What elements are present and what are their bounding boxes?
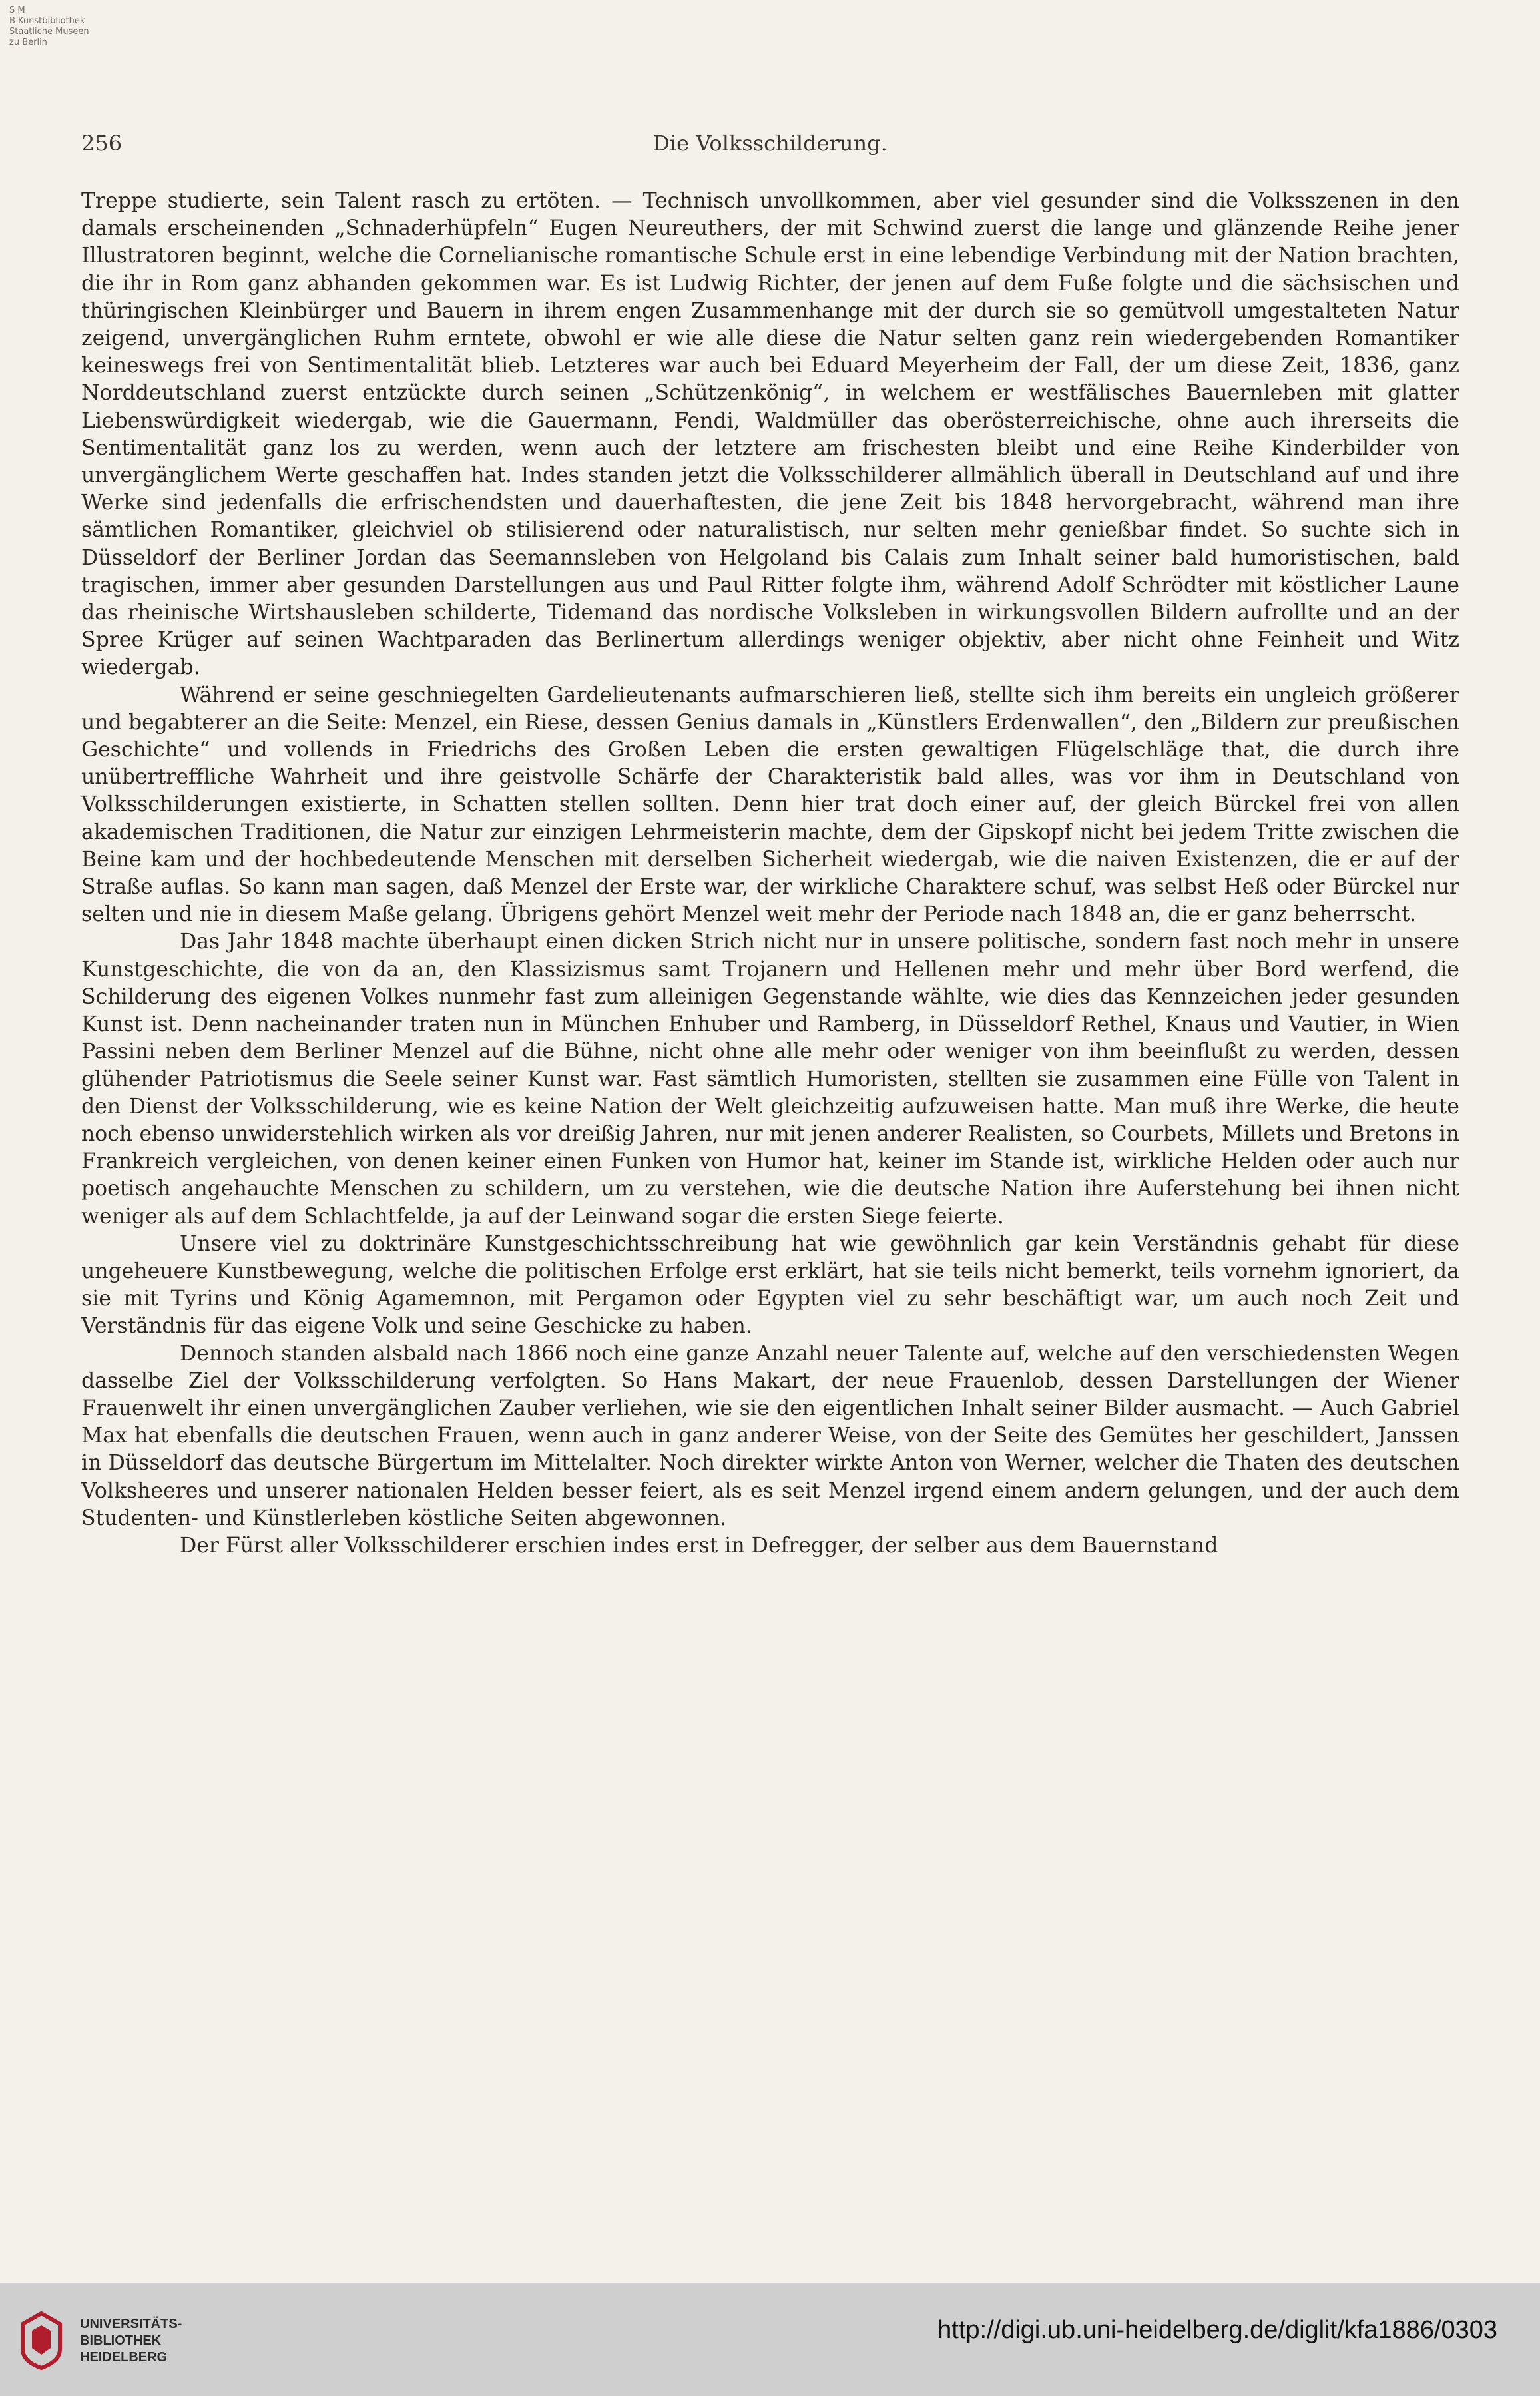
page-number: 256 [81,131,123,156]
paragraph-5: Dennoch standen alsbald nach 1866 noch eine ganze Anzahl neuer Talente auf, welche auf den verschiedensten Wegen dasselbe Ziel der Volksschilderung verfolgten. So Hans Makart, der neue Frauenlob, dessen Darstellungen der Wiener Frauenwelt ihr einen unvergänglichen Zauber verliehen, wie sie den eigentlichen Inhalt seiner Bilder ausmacht. — Auch Gabriel Max hat ebenfalls die deutschen Frauen, wenn auch in ganz anderer Weise, von der Seite des Gemütes her geschildert, Janssen in Düsseldorf das deutsche Bürgertum im Mittelalter. Noch direkter wirkte Anton von Werner, welcher die Thaten des deutschen Volksheeres und unserer nationalen Helden besser feiert, als es seit Menzel irgend einem andern gelungen, und der auch dem Studenten- und Künstlerleben köstliche Seiten abgewonnen. [81,1341,1459,1530]
running-head [0,131,1540,170]
paragraph-4: Unsere viel zu doktrinäre Kunstgeschichtsschreibung hat wie gewöhnlich gar kein Verständnis gehabt für diese ungeheuere Kunstbewegung, welche die politischen Erfolge erst erklärt, hat sie teils nicht bemerkt, teils vornehm ignoriert, da sie mit Tyrins und König Agamemnon, mit Pergamon oder Egypten viel zu sehr beschäftigt war, um auch noch Zeit und Verständnis für das eigene Volk und seine Geschicke zu haben. [81,1231,1459,1339]
library-stamp-text: S M B Kunstbibliothek Staatliche Museen zu Berlin [9,5,89,47]
running-title: Die Volksschilderung. [652,131,888,156]
library-logo[interactable] [19,2304,182,2377]
paragraph-6: Der Fürst aller Volksschilderer erschien indes erst in Defregger, der selber aus dem Bauernstand [180,1533,1218,1558]
source-url-link[interactable]: http://digi.ub.uni-heidelberg.de/diglit/kfa1886/0303 [937,2316,1497,2344]
paragraph-3: Das Jahr 1848 machte überhaupt einen dicken Strich nicht nur in unsere politische, sondern fast noch mehr in unsere Kunstgeschichte, die von da an, den Klassizismus samt Trojanern und Hellenen mehr und mehr über Bord werfend, die Schilderung des eigenen Volkes nunmehr fast zum alleinigen Gegenstande wählte, wie dies das Kennzeichen jeder gesunden Kunst ist. Denn nacheinander traten nun in München Enhuber und Ramberg, in Düsseldorf Rethel, Knaus und Vautier, in Wien Passini neben dem Berliner Menzel auf die Bühne, nicht ohne alle mehr oder weniger von ihm beeinflußt zu werden, dessen glühender Patriotismus die Seele seiner Kunst war. Fast sämtlich Humoristen, stellten sie zusammen eine Fülle von Talent in den Dienst der Volksschilderung, wie es keine Nation der Welt gleichzeitig aufzuweisen hatte. Man muß ihre Werke, die heute noch ebenso unwiderstehlich wirken als vor dreißig Jahren, nur mit jenen anderer Realisten, so Courbets, Millets und Bretons in Frankreich vergleichen, von denen keiner einen Funken von Humor hat, keiner im Stande ist, wirkliche Helden oder auch nur poetisch angehauchte Menschen zu schildern, um zu verstehen, wie die deutsche Nation ihre Auferstehung bei ihnen nicht weniger als auf dem Schlachtfelde, ja auf der Leinwand sogar die ersten Siege feierte. [81,930,1459,1229]
library-stamp [9,5,89,48]
body-text [81,188,1459,2086]
paragraph-2: Während er seine geschniegelten Gardelieutenants aufmarschieren ließ, stellte sich ihm bereits ein ungleich größerer und begabterer an die Seite: Menzel, ein Riese, dessen Genius damals in „Künstlers Erdenwallen“, den „Bildern zur preußischen Geschichte“ und vollends in Friedrichs des Großen Leben die ersten gewaltigen Flügelschläge that, die durch ihre unübertreffliche Wahrheit und ihre geistvolle Schärfe der Charakteristik bald alles, was vor ihm in Deutschland von Volksschilderungen existierte, in Schatten stellen sollten. Denn hier trat doch einer auf, der gleich Bürckel frei von allen akademischen Traditionen, die Natur zur einzigen Lehrmeisterin machte, dem der Gipskopf nicht bei jedem Tritte zwischen die Beine kam und der hochbedeutende Menschen mit derselben Sicherheit wiedergab, wie die naiven Existenzen, die er auf der Straße auflas. So kann man sagen, daß Menzel der Erste war, der wirkliche Charaktere schuf, was selbst Heß oder Bürckel nur selten und nie in diesem Maße gelang. Übrigens gehört Menzel weit mehr der Periode nach 1848 an, die er ganz beherrscht. [81,683,1459,927]
paragraph-1: Treppe studierte, sein Talent rasch zu ertöten. — Technisch unvollkommen, aber viel gesunder sind die Volksszenen in den damals erscheinenden „Schnaderhüpfeln“ Eugen Neureuthers, der mit Schwind zuerst die lange und glänzende Reihe jener Illustratoren beginnt, welche die Cornelianische romantische Schule erst in eine lebendige Verbindung mit der Nation brachten, die ihr in Rom ganz abhanden gekommen war. Es ist Ludwig Richter, der jenen auf dem Fuße folgte und die sächsischen und thüringischen Kleinbürger und Bauern in ihrem engen Zusammenhange mit der durch sie so gemütvoll umgestalteten Natur zeigend, unvergänglichen Ruhm erntete, obwohl er wie alle diese die Natur selten ganz rein wiedergebenden Romantiker keineswegs frei von Sentimentalität blieb. Letzteres war auch bei Eduard Meyerheim der Fall, der um diese Zeit, 1836, ganz Norddeutschland zuerst entzückte durch seinen „Schützenkönig“, in welchem er westfälisches Bauernleben mit glatter Liebenswürdigkeit wiedergab, wie die Gauermann, Fendi, Waldmüller das oberösterreichische, ohne auch ihrerseits die Sentimentalität ganz los zu werden, wenn auch der letztere am frischesten bleibt und eine Reihe Kinderbilder von unvergänglichem Werte geschaffen hat. Indes standen jetzt die Volksschilderer allmählich überall in Deutschland auf und ihre Werke sind jedenfalls die erfrischendsten und dauerhaftesten, die jene Zeit bis 1848 hervorgebracht, während man ihre sämtlichen Romantiker, gleichviel ob stilisierend oder naturalistisch, nur selten mehr genießbar findet. So suchte sich in Düsseldorf der Berliner Jordan das Seemannsleben von Helgoland bis Calais zum Inhalt seiner bald humoristischen, bald tragischen, immer aber gesunden Darstellungen aus und Paul Ritter folgte ihm, während Adolf Schrödter mit köstlicher Laune das rheinische Wirtshausleben schilderte, Tidemand das nordische Volksleben in wirkungsvollen Bildern aufrollte und an der Spree Krüger auf seinen Wachtparaden das Berlinertum allerdings weniger objektiv, aber nicht ohne Feinheit und Witz wiedergab. [81,189,1459,680]
footer-bar [0,2283,1540,2396]
library-logo-text: UNIVERSITÄTS- BIBLIOTHEK HEIDELBERG [80,2317,182,2365]
heidelberg-logo-icon [19,2311,64,2371]
